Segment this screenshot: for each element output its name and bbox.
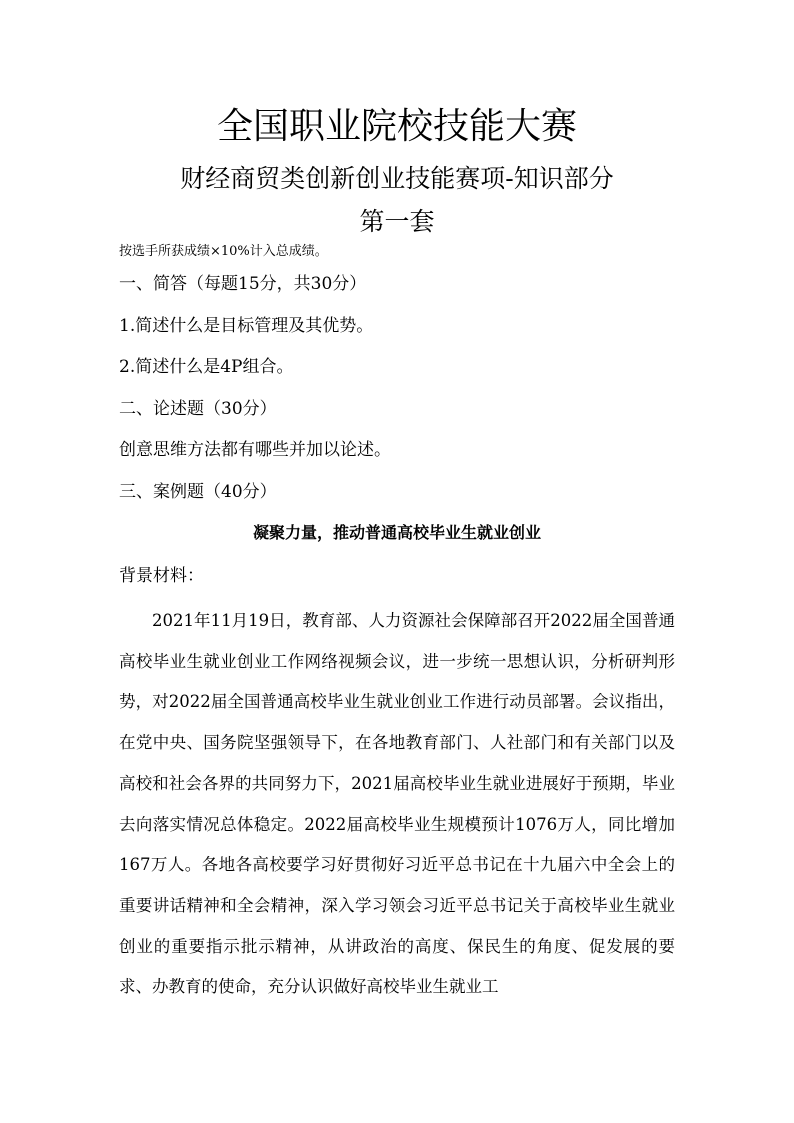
- section-heading-short-answer: 一、简答（每题15分，共30分）: [119, 274, 367, 294]
- section-heading-essay: 二、论述题（30分）: [119, 399, 277, 419]
- section-heading-case: 三、案例题（40分）: [119, 482, 277, 502]
- case-title: 凝聚力量，推动普通高校毕业生就业创业: [252, 523, 541, 542]
- set-title: 第一套: [359, 207, 435, 236]
- essay-question: 创意思维方法都有哪些并加以论述。: [119, 440, 391, 460]
- question-1: 1.简述什么是目标管理及其优势。: [119, 316, 374, 336]
- question-2: 2.简述什么是4P组合。: [119, 357, 294, 377]
- sub-title: 财经商贸类创新创业技能赛项-知识部分: [180, 164, 614, 193]
- scoring-note: 按选手所获成绩×10%计入总成绩。: [119, 244, 328, 259]
- case-background-paragraph: 2021年11月19日，教育部、人力资源社会保障部召开2022届全国普通高校毕业生就业创业工作网络视频会议，进一步统一思想认识，分析研判形势，对2022届全国普通高校毕业生就业创业工作进行动员部署。会议指出，在党中央、国务院坚强领导下，在各地教育部门、人社部门和有关部门以及高校和社会各界的共同努力下，2021届高校毕业生就业进展好于预期，毕业去向落实情况总体稳定。2022届高校毕业生规模预计1076万人，同比增加167万人。各地各高校要学习好贯彻好习近平总书记在十九届六中全会上的重要讲话精神和全会精神，深入学习领会习近平总书记关于高校毕业生就业创业的重要指示批示精神，从讲政治的高度、保民生的角度、促发展的要求、办教育的使命，充分认识做好高校毕业生就业工: [119, 611, 675, 997]
- main-title: 全国职业院校技能大赛: [216, 106, 577, 147]
- background-label: 背景材料：: [119, 566, 204, 586]
